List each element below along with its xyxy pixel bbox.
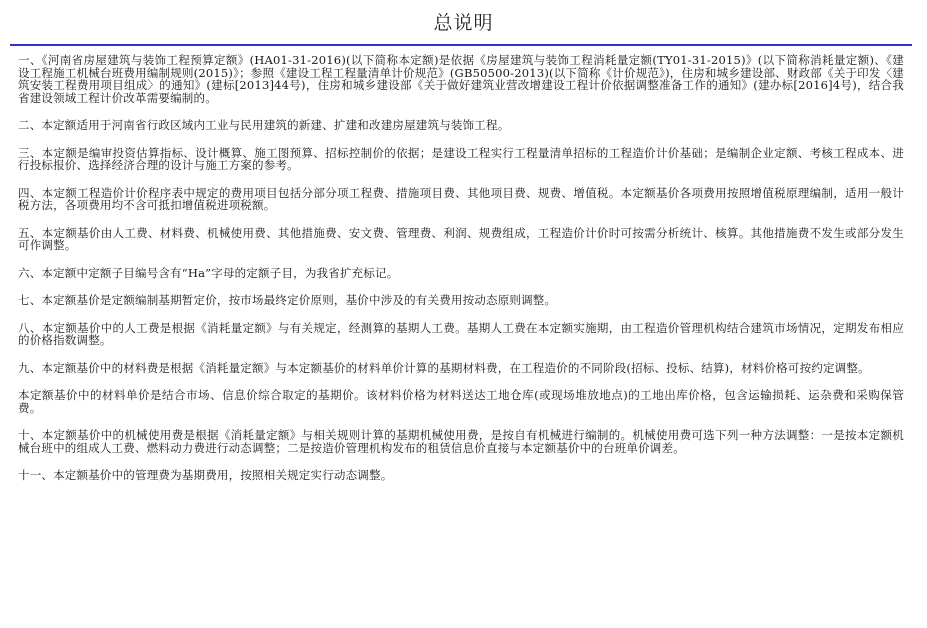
title-divider	[10, 44, 912, 46]
paragraph-8: 八、本定额基价中的人工费是根据《消耗量定额》与有关规定，经测算的基期人工费。基期人工费在本定额实施期，由工程造价管理机构结合建筑市场情况，定期发布相应的价格指数调整。	[18, 320, 904, 347]
paragraph-1: 一、《河南省房屋建筑与装饰工程预算定额》(HA01-31-2016)(以下简称本定额)是依据《房屋建筑与装饰工程消耗量定额(TY01-31-2015)》(以下简称消耗量定额)、《建设工程施工机械台班费用编制规则(2015)》；参照《建设工程工程量清单计价规范》(GB50500-2013)(以下简称《计价规范》)，住房和城乡建设部、财政部《关于印发〈建筑安装工程费用项目组成〉的通知》(建标[2013]44号)，住房和城乡建设部《关于做好建筑业营改增建设工程计价依据调整准备工作的通知》(建办标[2016]4号)，结合我省建设领域工程计价改革需要编制的。	[18, 53, 904, 105]
paragraph-7: 七、本定额基价是定额编制基期暂定价，按市场最终定价原则，基价中涉及的有关费用按动态原则调整。	[18, 293, 557, 307]
paragraph-9: 九、本定额基价中的材料费是根据《消耗量定额》与本定额基价的材料单价计算的基期材料费，在工程造价的不同阶段(招标、投标、结算)，材料价格可按约定调整。	[18, 360, 870, 375]
paragraph-3: 三、本定额是编审投资估算指标、设计概算、施工图预算、招标控制价的依据；是建设工程实行工程量清单招标的工程造价计价基础；是编制企业定额、考核工程成本、进行投标报价、选择经济合理的设计与施工方案的参考。	[18, 145, 904, 172]
paragraph-5: 五、本定额基价由人工费、材料费、机械使用费、其他措施费、安文费、管理费、利润、规费组成，工程造价计价时可按需分析统计、核算。其他措施费不发生或部分发生可作调整。	[18, 225, 904, 252]
document-body	[18, 54, 904, 497]
page-title: 总说明	[433, 12, 494, 34]
paragraph-4: 四、本定额工程造价计价程序表中规定的费用项目包括分部分项工程费、措施项目费、其他项目费、规费、增值税。本定额基价各项费用按照增值税原理编制，适用一般计税方法，各项费用均不含可抵扣增值税进项税额。	[18, 185, 904, 212]
paragraph-6: 六、本定额中定额子目编号含有“Ha”字母的定额子目，为我省扩充标记。	[18, 265, 399, 280]
paragraph-9-material-unit-price: 本定额基价中的材料单价是结合市场、信息价综合取定的基期价。该材料价格为材料送达工地仓库(或现场堆放地点)的工地出库价格，包含运输损耗、运杂费和采购保管费。	[18, 388, 904, 415]
paragraph-11: 十一、本定额基价中的管理费为基期费用，按照相关规定实行动态调整。	[18, 468, 393, 482]
paragraph-2: 二、本定额适用于河南省行政区域内工业与民用建筑的新建、扩建和改建房屋建筑与装饰工程。	[18, 118, 510, 132]
paragraph-10: 十、本定额基价中的机械使用费是根据《消耗量定额》与相关规则计算的基期机械使用费，是按自有机械进行编制的。机械使用费可选下列一种方法调整：一是按本定额机械台班中的组成人工费、燃料动力费进行动态调整；二是按造价管理机构发布的租赁信息价直接与本定额基价中的台班单价调差。	[18, 428, 904, 455]
